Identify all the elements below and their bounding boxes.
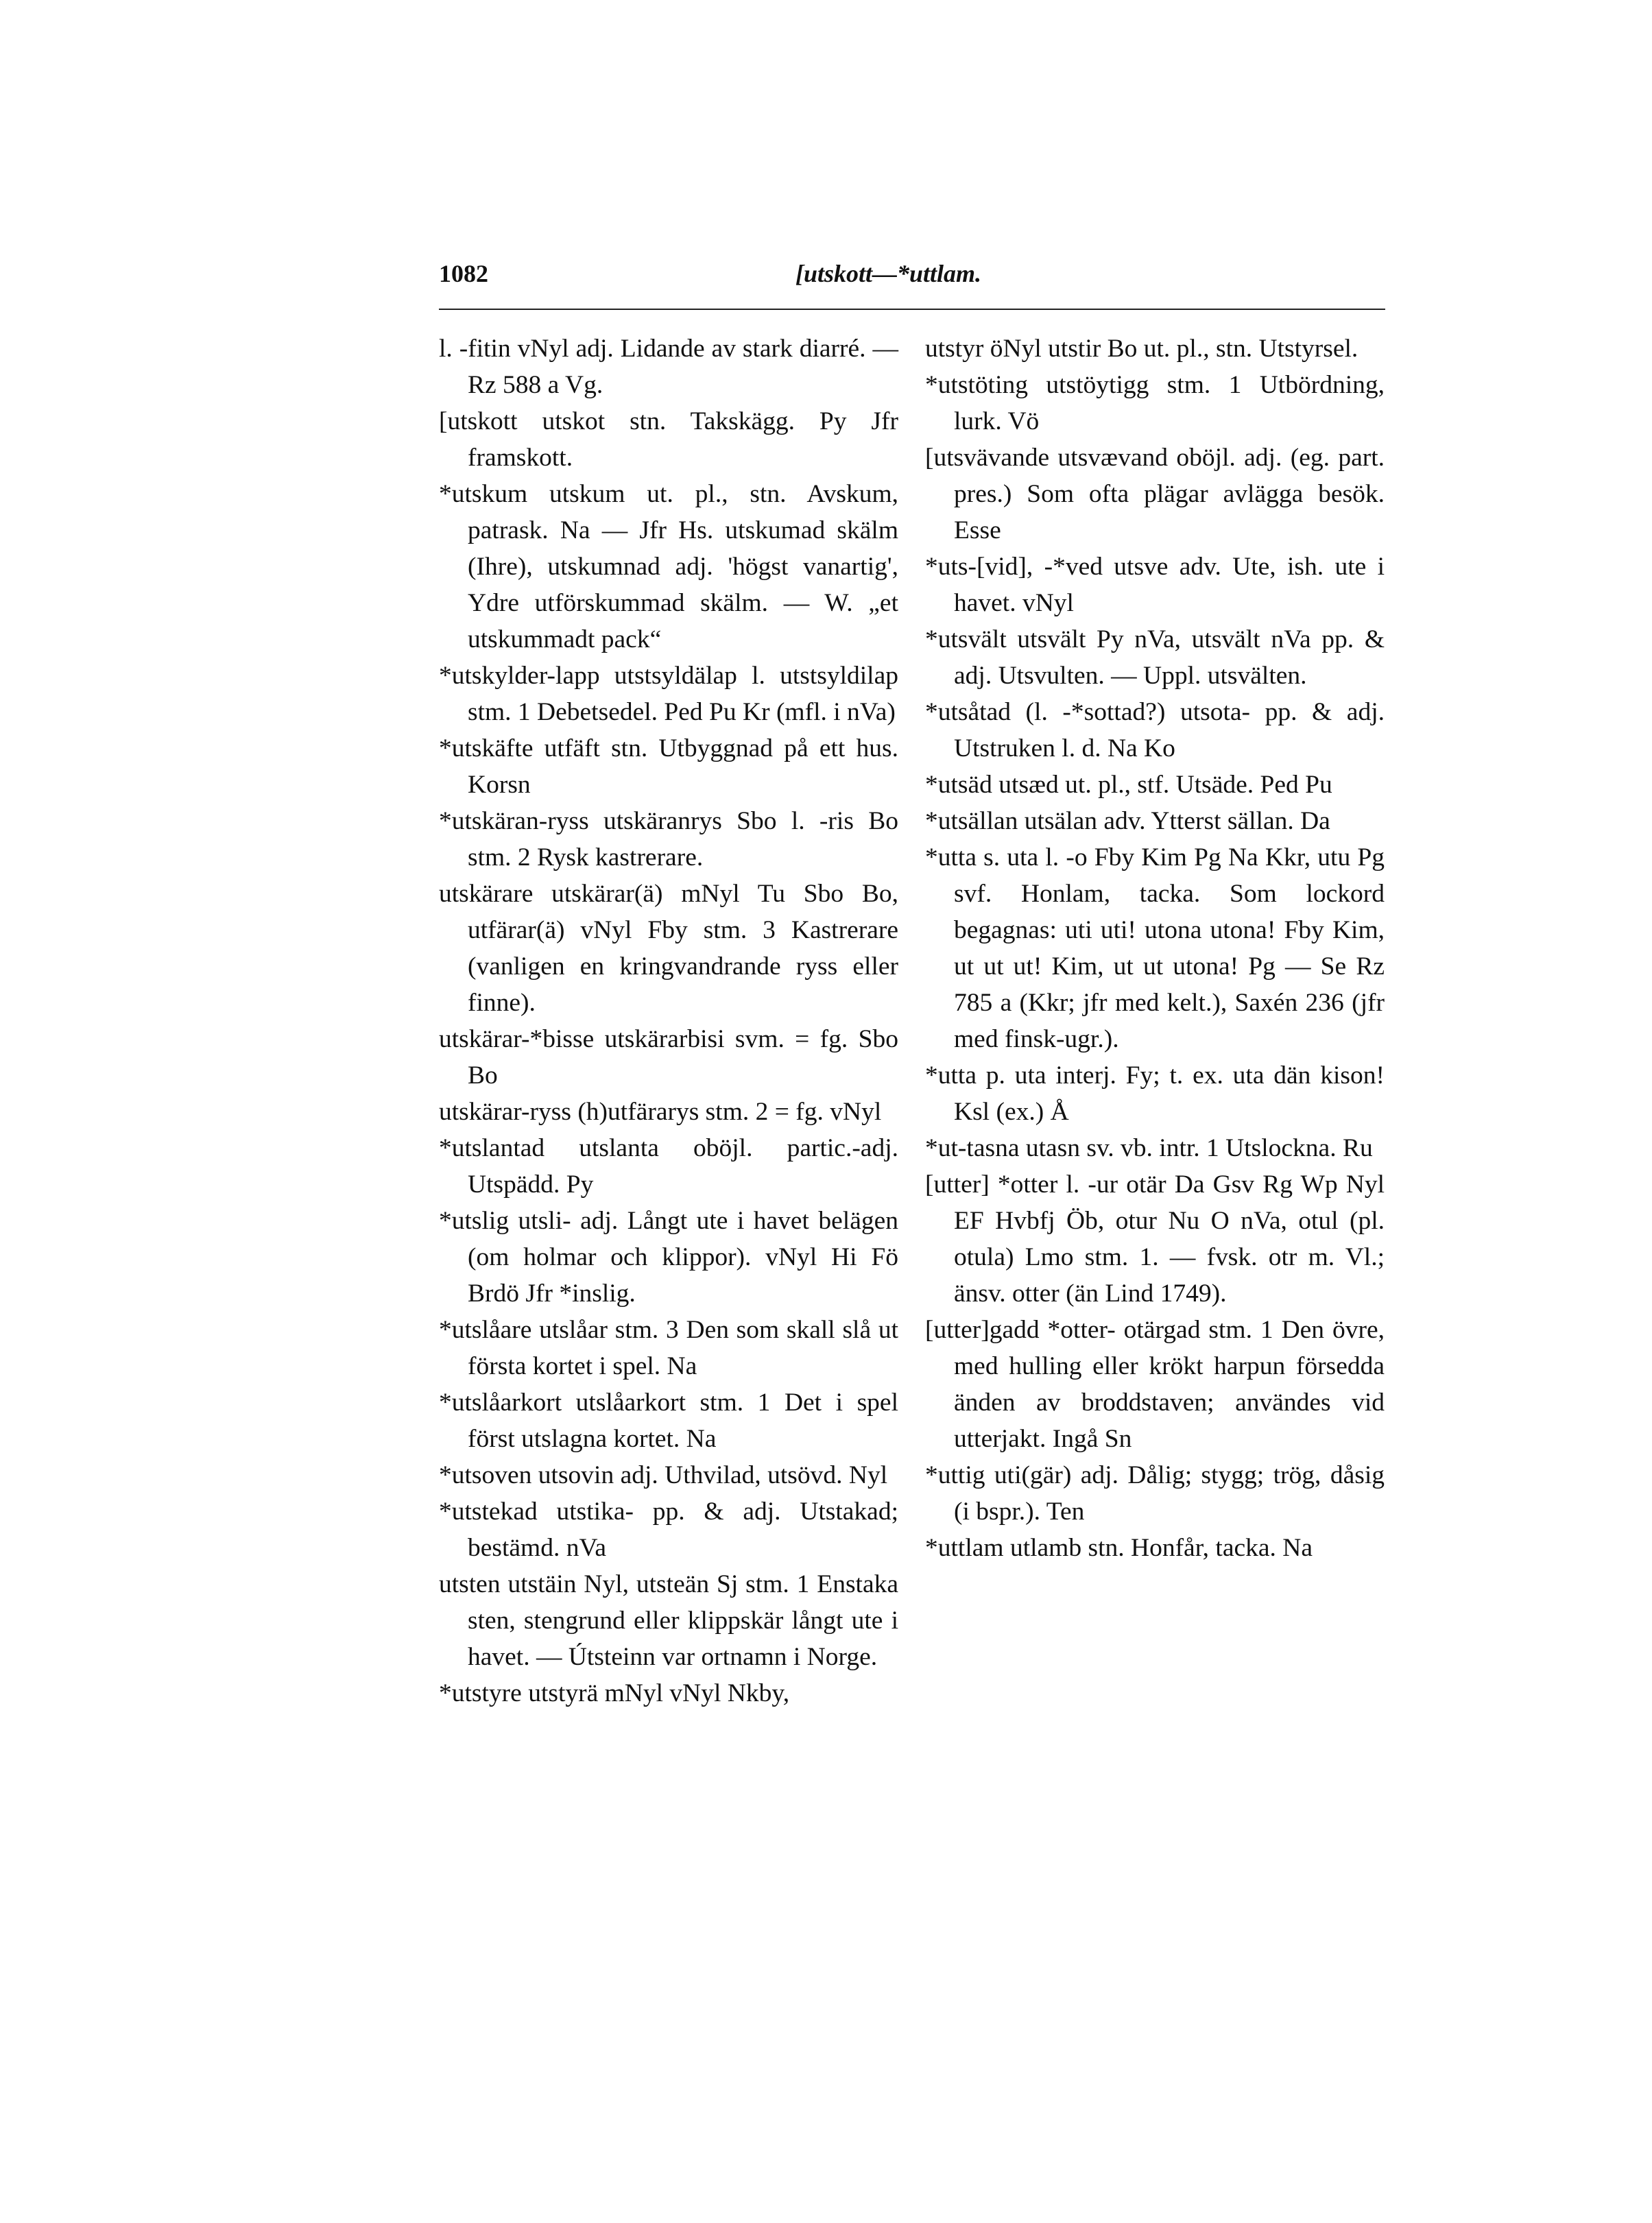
dictionary-entry: *utta s. uta l. -o Fby Kim Pg Na Kkr, utu Pg svf. Honlam, tacka. Som lockord begagnas: uti uti! utona utona! Fby Kim, ut ut ut! Kim, ut ut utona! Pg — Se Rz 785 a (Kkr; jfr med kelt.), Saxén 236 (jfr med finsk-ugr.). <box>925 843 1385 1053</box>
dictionary-entry: *utslåare utslåar stm. 3 Den som skall slå ut första kortet i spel. Na <box>439 1316 898 1380</box>
dictionary-entry: *ut-tasna utasn sv. vb. intr. 1 Utslockna. Ru <box>925 1134 1373 1162</box>
dictionary-entry: utsten utstäin Nyl, utsteän Sj stm. 1 Enstaka sten, stengrund eller klippskär långt ute i havet. — Útsteinn var ortnamn i Norge. <box>439 1570 898 1671</box>
dictionary-entry: utstyr öNyl utstir Bo ut. pl., stn. Utstyrsel. <box>925 335 1358 363</box>
dictionary-entry: *uttlam utlamb stn. Honfår, tacka. Na <box>925 1534 1313 1562</box>
dictionary-entry: [utskott utskot stn. Takskägg. Py Jfr framskott. <box>439 407 898 472</box>
dictionary-entry: *utsvält utsvält Py nVa, utsvält nVa pp. & adj. Utsvulten. — Uppl. utsvälten. <box>925 625 1385 690</box>
dictionary-entry: *utta p. uta interj. Fy; t. ex. uta dän kison! Ksl (ex.) Å <box>925 1061 1385 1126</box>
left-column <box>439 331 898 1711</box>
dictionary-entry: *utsällan utsälan adv. Ytterst sällan. Da <box>925 807 1330 835</box>
dictionary-entry: *utsäd utsæd ut. pl., stf. Utsäde. Ped Pu <box>925 771 1332 799</box>
dictionary-entry: *utslåarkort utslåarkort stm. 1 Det i spel först utslagna kortet. Na <box>439 1389 898 1453</box>
page-number: 1082 <box>439 260 488 287</box>
right-column <box>925 331 1385 1566</box>
dictionary-entry: *utsoven utsovin adj. Uthvilad, utsövd. Nyl <box>439 1461 888 1489</box>
dictionary-entry: [utter]gadd *otter- otärgad stm. 1 Den övre, med hulling eller krökt harpun försedda änden av broddstaven; användes vid utterjakt. Ingå Sn <box>925 1316 1385 1453</box>
dictionary-entry: *utslig utsli- adj. Långt ute i havet belägen (om holmar och klippor). vNyl Hi Fö Brdö Jfr *inslig. <box>439 1207 898 1308</box>
dictionary-entry: l. -fitin vNyl adj. Lidande av stark diarré. — Rz 588 a Vg. <box>439 335 898 399</box>
dictionary-entry: [utsvävande utsvævand oböjl. adj. (eg. part. pres.) Som ofta plägar avlägga besök. Esse <box>925 444 1385 544</box>
dictionary-entry: *utstekad utstika- pp. & adj. Utstakad; bestämd. nVa <box>439 1498 898 1562</box>
dictionary-entry: *utskylder-lapp utstsyldälap l. utstsyldilap stm. 1 Debetsedel. Ped Pu Kr (mfl. i nVa) <box>439 662 898 726</box>
dictionary-entry: utskärar-ryss (h)utfärarys stm. 2 = fg. vNyl <box>439 1098 882 1126</box>
dictionary-entry: *utskum utskum ut. pl., stn. Avskum, patrask. Na — Jfr Hs. utskumad skälm (Ihre), utskumnad adj. 'högst vanartig', Ydre utförskummad skälm. — W. „et utskummadt pack“ <box>439 480 898 653</box>
dictionary-entry: [utter] *otter l. -ur otär Da Gsv Rg Wp Nyl EF Hvbfj Öb, otur Nu O nVa, otul (pl. otula) Lmo stm. 1. — fvsk. otr m. Vl.; änsv. otter (än Lind 1749). <box>925 1170 1385 1308</box>
dictionary-entry: utskärar-*bisse utskärarbisi svm. = fg. Sbo Bo <box>439 1025 898 1090</box>
dictionary-entry: *uts-[vid], -*ved utsve adv. Ute, ish. ute i havet. vNyl <box>925 553 1385 617</box>
page-header <box>439 259 1385 300</box>
dictionary-entry: *uttig uti(gär) adj. Dålig; stygg; trög, dåsig (i bspr.). Ten <box>925 1461 1385 1526</box>
dictionary-entry: *utskäran-ryss utskäranrys Sbo l. -ris Bo stm. 2 Rysk kastrerare. <box>439 807 898 872</box>
running-head: [utskott—*uttlam. <box>795 260 982 287</box>
dictionary-entry: *utstöting utstöytigg stm. 1 Utbördning, lurk. Vö <box>925 371 1385 435</box>
header-rule <box>439 309 1385 310</box>
dictionary-entry: *utstyre utstyrä mNyl vNyl Nkby, <box>439 1679 790 1707</box>
dictionary-entry: utskärare utskärar(ä) mNyl Tu Sbo Bo, utfärar(ä) vNyl Fby stm. 3 Kastrerare (vanligen en kringvandrande ryss eller finne). <box>439 880 898 1017</box>
dictionary-entry: *utslantad utslanta oböjl. partic.-adj. Utspädd. Py <box>439 1134 898 1199</box>
dictionary-entry: *utsåtad (l. -*sottad?) utsota- pp. & adj. Utstruken l. d. Na Ko <box>925 698 1385 762</box>
dictionary-entry: *utskäfte utfäft stn. Utbyggnad på ett hus. Korsn <box>439 734 898 799</box>
